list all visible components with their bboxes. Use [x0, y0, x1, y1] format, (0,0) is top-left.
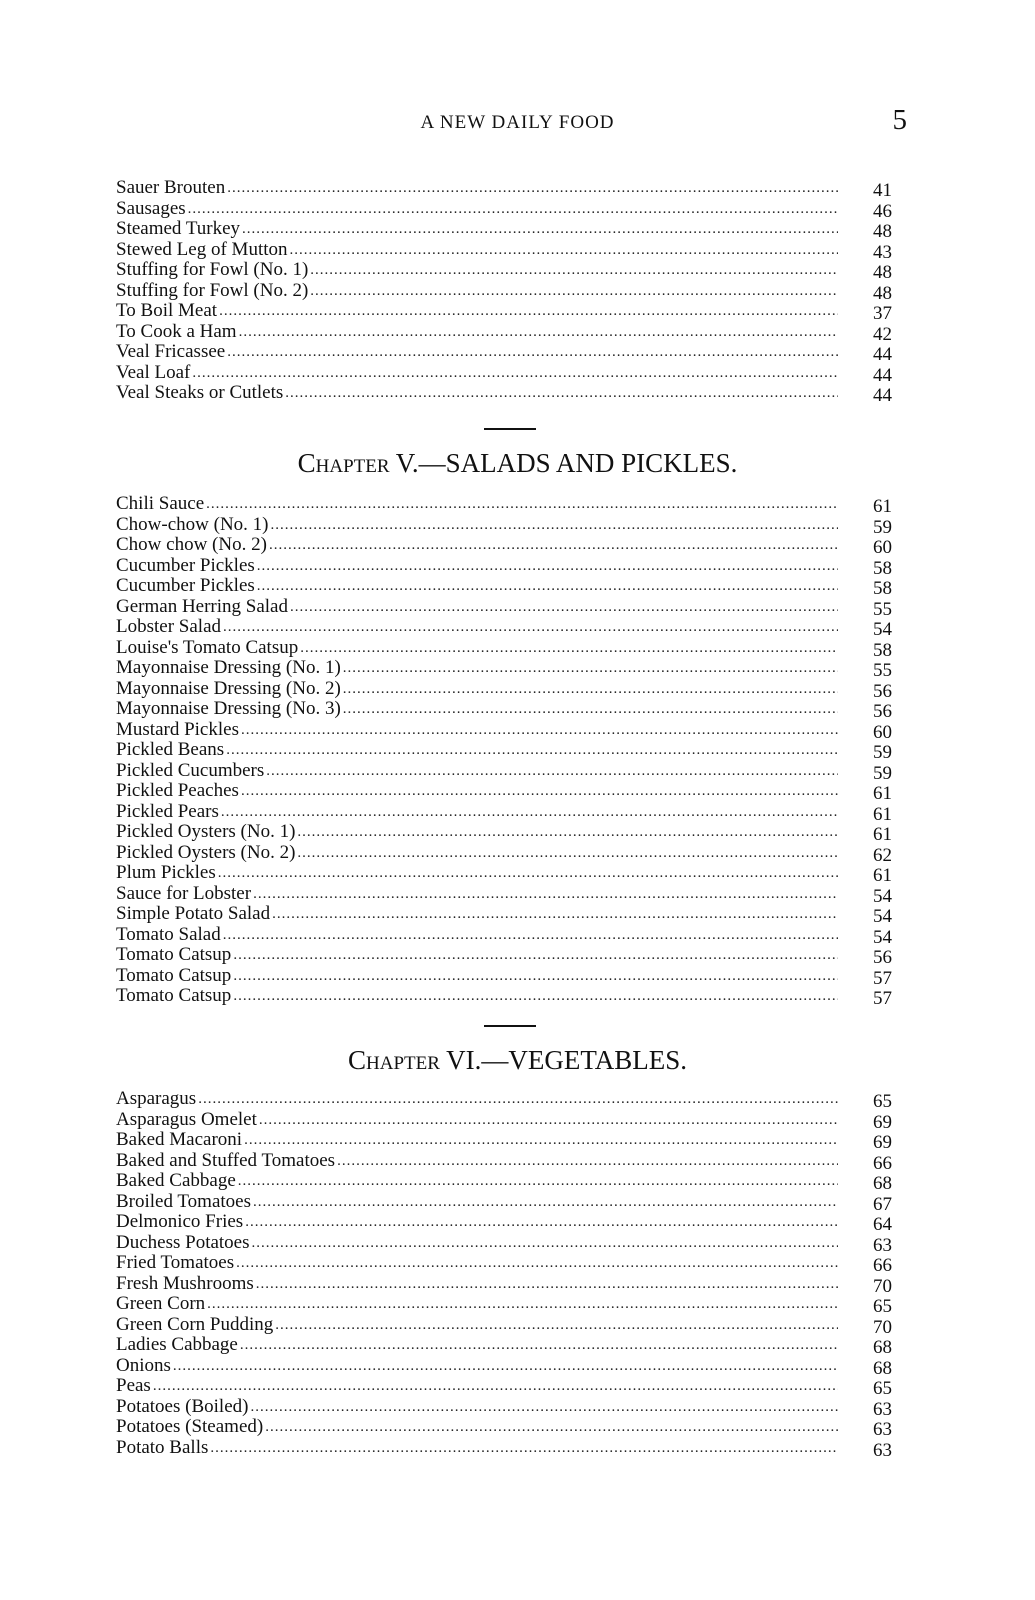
index-list	[116, 494, 906, 1007]
entry-page-number: 59	[873, 516, 892, 538]
index-entry	[116, 863, 906, 884]
dot-leader	[257, 576, 838, 597]
entry-page-number: 55	[873, 660, 892, 681]
index-entry	[116, 617, 906, 638]
entry-label: Chili Sauce	[116, 493, 205, 514]
entry-page-number: 44	[873, 344, 892, 365]
dot-leader	[244, 1130, 838, 1151]
entry-page-number: 68	[873, 1357, 892, 1379]
dot-leader	[272, 904, 838, 925]
entry-label: Fried Tomatoes	[116, 1252, 235, 1273]
entry-label: Chow-chow (No. 1)	[116, 513, 269, 535]
running-head	[0, 104, 1035, 140]
entry-page-number: 61	[873, 496, 892, 517]
index-list	[116, 1088, 906, 1461]
section-divider	[484, 1025, 536, 1027]
entry-page-number: 56	[873, 680, 892, 702]
chapter-title: V.—SALADS AND PICKLES.	[395, 448, 738, 478]
entry-label: Pickled Pears	[116, 800, 219, 822]
entry-page-number: 44	[873, 385, 892, 406]
section-divider	[484, 428, 536, 430]
entry-page-number: 48	[873, 282, 892, 304]
dot-leader	[226, 740, 838, 761]
dot-leader	[259, 1110, 838, 1131]
index-entry	[116, 178, 906, 199]
entry-label: Tomato Catsup	[116, 944, 232, 965]
entry-label: Sausages	[116, 197, 186, 219]
index-entry	[116, 904, 906, 925]
entry-page-number: 54	[873, 885, 892, 907]
entry-label: Tomato Salad	[116, 923, 221, 945]
entry-page-number: 63	[873, 1398, 892, 1420]
entry-page-number: 37	[873, 303, 892, 324]
entry-page-number: 56	[873, 701, 892, 722]
dot-leader	[271, 515, 838, 536]
entry-page-number: 44	[873, 364, 892, 386]
dot-leader	[241, 720, 838, 741]
dot-leader	[233, 966, 838, 987]
dot-leader	[210, 1438, 838, 1459]
index-entry	[116, 1417, 906, 1438]
dot-leader	[173, 1356, 838, 1377]
index-entry	[116, 1315, 906, 1336]
entry-label: Potatoes (Boiled)	[116, 1395, 249, 1417]
entry-page-number: 69	[873, 1132, 892, 1153]
index-entry	[116, 843, 906, 864]
dot-leader	[153, 1376, 838, 1397]
index-entry	[116, 1376, 906, 1397]
entry-label: Stuffing for Fowl (No. 2)	[116, 279, 309, 301]
index-entry	[116, 740, 906, 761]
entry-page-number: 63	[873, 1439, 892, 1461]
entry-page-number: 57	[873, 988, 892, 1009]
entry-label: Veal Fricassee	[116, 341, 226, 362]
dot-leader	[221, 802, 838, 823]
index-entry	[116, 1274, 906, 1295]
dot-leader	[241, 781, 838, 802]
index-entry	[116, 383, 906, 404]
dot-leader	[253, 1192, 838, 1213]
entry-label: Pickled Cucumbers	[116, 759, 265, 781]
entry-page-number: 70	[873, 1316, 892, 1338]
entry-label: German Herring Salad	[116, 595, 288, 617]
entry-page-number: 58	[873, 578, 892, 599]
chapter-title: VI.—VEGETABLES.	[446, 1045, 687, 1075]
index-section-chapter-6	[116, 1088, 906, 1461]
dot-leader	[245, 1212, 838, 1233]
index-entry	[116, 597, 906, 618]
dot-leader	[343, 679, 838, 700]
entry-label: Veal Loaf	[116, 361, 191, 383]
entry-page-number: 62	[873, 844, 892, 866]
dot-leader	[240, 1335, 838, 1356]
index-entry	[116, 720, 906, 741]
index-entry	[116, 494, 906, 515]
entry-label: Pickled Oysters (No. 1)	[116, 821, 296, 842]
entry-label: Chow chow (No. 2)	[116, 534, 267, 555]
entry-label: Delmonico Fries	[116, 1211, 244, 1232]
entry-label: Steamed Turkey	[116, 218, 241, 239]
entry-label: Sauer Brouten	[116, 177, 226, 198]
index-entry	[116, 1356, 906, 1377]
index-entry	[116, 1171, 906, 1192]
entry-page-number: 42	[873, 323, 892, 345]
dot-leader	[206, 494, 838, 515]
index-entry	[116, 986, 906, 1007]
dot-leader	[236, 1253, 838, 1274]
index-entry	[116, 1397, 906, 1418]
dot-leader	[233, 945, 838, 966]
entry-page-number: 59	[873, 742, 892, 763]
index-entry	[116, 260, 906, 281]
entry-label: Broiled Tomatoes	[116, 1190, 251, 1212]
entry-label: Green Corn	[116, 1293, 206, 1314]
dot-leader	[256, 1274, 838, 1295]
running-title: A NEW DAILY FOOD	[420, 112, 615, 133]
index-entry	[116, 761, 906, 782]
entry-label: Pickled Peaches	[116, 780, 239, 801]
dot-leader	[219, 301, 838, 322]
dot-leader	[250, 1397, 838, 1418]
index-entry	[116, 658, 906, 679]
entry-page-number: 43	[873, 241, 892, 263]
dot-leader	[238, 1171, 838, 1192]
dot-leader	[227, 342, 838, 363]
entry-label: Veal Steaks or Cutlets	[116, 382, 284, 403]
entry-label: Mayonnaise Dressing (No. 3)	[116, 698, 341, 719]
dot-leader	[265, 1417, 838, 1438]
index-entry	[116, 576, 906, 597]
index-entry	[116, 281, 906, 302]
entry-page-number: 56	[873, 947, 892, 968]
entry-page-number: 63	[873, 1419, 892, 1440]
dot-leader	[266, 761, 838, 782]
entry-label: Peas	[116, 1375, 151, 1396]
entry-page-number: 61	[873, 803, 892, 825]
page-number: 5	[892, 104, 907, 136]
entry-page-number: 48	[873, 221, 892, 242]
dot-leader	[297, 822, 838, 843]
index-entry	[116, 1438, 906, 1459]
dot-leader	[223, 617, 838, 638]
dot-leader	[343, 699, 838, 720]
dot-leader	[269, 535, 838, 556]
entry-page-number: 64	[873, 1214, 892, 1235]
entry-label: Potato Balls	[116, 1436, 209, 1458]
entry-page-number: 41	[873, 180, 892, 201]
entry-label: Baked Macaroni	[116, 1129, 243, 1150]
entry-label: Cucumber Pickles	[116, 575, 255, 596]
index-entry	[116, 802, 906, 823]
entry-label: Plum Pickles	[116, 862, 216, 883]
index-entry	[116, 638, 906, 659]
entry-label: Pickled Oysters (No. 2)	[116, 841, 296, 863]
entry-page-number: 67	[873, 1193, 892, 1215]
entry-page-number: 55	[873, 598, 892, 620]
entry-label: Sauce for Lobster	[116, 882, 252, 904]
entry-page-number: 48	[873, 262, 892, 283]
entry-page-number: 66	[873, 1255, 892, 1276]
entry-label: Baked Cabbage	[116, 1170, 236, 1191]
entry-label: Potatoes (Steamed)	[116, 1416, 264, 1437]
index-list	[116, 178, 906, 404]
entry-label: To Cook a Ham	[116, 320, 237, 342]
entry-page-number: 61	[873, 824, 892, 845]
entry-label: Mayonnaise Dressing (No. 1)	[116, 657, 341, 678]
dot-leader	[223, 925, 838, 946]
index-entry	[116, 822, 906, 843]
chapter-prefix: Chapter	[297, 448, 390, 478]
entry-page-number: 54	[873, 619, 892, 640]
entry-page-number: 65	[873, 1378, 892, 1399]
entry-label: Mustard Pickles	[116, 718, 239, 740]
entry-label: To Boil Meat	[116, 300, 218, 321]
entry-page-number: 69	[873, 1111, 892, 1133]
entry-page-number: 60	[873, 537, 892, 558]
index-entry	[116, 966, 906, 987]
index-entry	[116, 1110, 906, 1131]
entry-page-number: 60	[873, 721, 892, 743]
index-entry	[116, 699, 906, 720]
dot-leader	[242, 219, 838, 240]
entry-label: Baked and Stuffed Tomatoes	[116, 1149, 336, 1171]
entry-label: Lobster Salad	[116, 616, 222, 637]
index-entry	[116, 240, 906, 261]
dot-leader	[192, 363, 838, 384]
index-entry	[116, 322, 906, 343]
dot-leader	[188, 199, 838, 220]
index-entry	[116, 1294, 906, 1315]
chapter-heading	[0, 448, 1035, 479]
index-entry	[116, 1212, 906, 1233]
index-entry	[116, 1151, 906, 1172]
index-entry	[116, 1253, 906, 1274]
index-entry	[116, 199, 906, 220]
entry-page-number: 65	[873, 1091, 892, 1112]
entry-label: Cucumber Pickles	[116, 554, 255, 576]
index-entry	[116, 1335, 906, 1356]
dot-leader	[207, 1294, 838, 1315]
entry-page-number: 54	[873, 926, 892, 948]
dot-leader	[198, 1089, 838, 1110]
dot-leader	[337, 1151, 838, 1172]
entry-label: Asparagus Omelet	[116, 1108, 257, 1130]
entry-page-number: 59	[873, 762, 892, 784]
entry-page-number: 58	[873, 639, 892, 661]
index-entry	[116, 219, 906, 240]
dot-leader	[310, 260, 838, 281]
entry-label: Onions	[116, 1354, 171, 1376]
index-entry	[116, 884, 906, 905]
index-entry	[116, 781, 906, 802]
dot-leader	[253, 884, 838, 905]
entry-page-number: 68	[873, 1173, 892, 1194]
index-section-chapter-5	[116, 494, 906, 1007]
entry-page-number: 63	[873, 1234, 892, 1256]
entry-label: Stuffing for Fowl (No. 1)	[116, 259, 309, 280]
dot-leader	[300, 638, 838, 659]
dot-leader	[233, 986, 838, 1007]
entry-page-number: 46	[873, 200, 892, 222]
dot-leader	[285, 383, 838, 404]
dot-leader	[290, 240, 838, 261]
entry-page-number: 61	[873, 865, 892, 886]
dot-leader	[227, 178, 838, 199]
entry-label: Green Corn Pudding	[116, 1313, 274, 1335]
entry-label: Duchess Potatoes	[116, 1231, 250, 1253]
entry-page-number: 57	[873, 967, 892, 989]
dot-leader	[275, 1315, 838, 1336]
entry-label: Tomato Catsup	[116, 985, 232, 1006]
index-section-continued	[116, 178, 906, 404]
entry-page-number: 70	[873, 1275, 892, 1297]
index-entry	[116, 1192, 906, 1213]
entry-page-number: 66	[873, 1152, 892, 1174]
dot-leader	[252, 1233, 838, 1254]
chapter-heading	[0, 1045, 1035, 1076]
entry-label: Louise's Tomato Catsup	[116, 636, 299, 658]
entry-page-number: 68	[873, 1337, 892, 1358]
index-entry	[116, 301, 906, 322]
index-entry	[116, 535, 906, 556]
dot-leader	[239, 322, 838, 343]
index-entry	[116, 925, 906, 946]
index-entry	[116, 363, 906, 384]
entry-label: Fresh Mushrooms	[116, 1272, 254, 1294]
entry-label: Asparagus	[116, 1088, 197, 1109]
index-entry	[116, 515, 906, 536]
index-entry	[116, 1089, 906, 1110]
dot-leader	[297, 843, 838, 864]
dot-leader	[257, 556, 838, 577]
dot-leader	[290, 597, 838, 618]
entry-label: Ladies Cabbage	[116, 1334, 238, 1355]
entry-label: Pickled Beans	[116, 739, 225, 760]
entry-label: Stewed Leg of Mutton	[116, 238, 288, 260]
index-entry	[116, 679, 906, 700]
entry-label: Mayonnaise Dressing (No. 2)	[116, 677, 341, 699]
dot-leader	[343, 658, 838, 679]
entry-label: Tomato Catsup	[116, 964, 232, 986]
index-entry	[116, 556, 906, 577]
dot-leader	[310, 281, 838, 302]
index-entry	[116, 1233, 906, 1254]
entry-page-number: 61	[873, 783, 892, 804]
entry-page-number: 54	[873, 906, 892, 927]
entry-page-number: 58	[873, 557, 892, 579]
dot-leader	[218, 863, 838, 884]
index-entry	[116, 1130, 906, 1151]
index-entry	[116, 945, 906, 966]
entry-label: Simple Potato Salad	[116, 903, 271, 924]
entry-page-number: 65	[873, 1296, 892, 1317]
chapter-prefix: Chapter	[348, 1045, 440, 1075]
index-entry	[116, 342, 906, 363]
